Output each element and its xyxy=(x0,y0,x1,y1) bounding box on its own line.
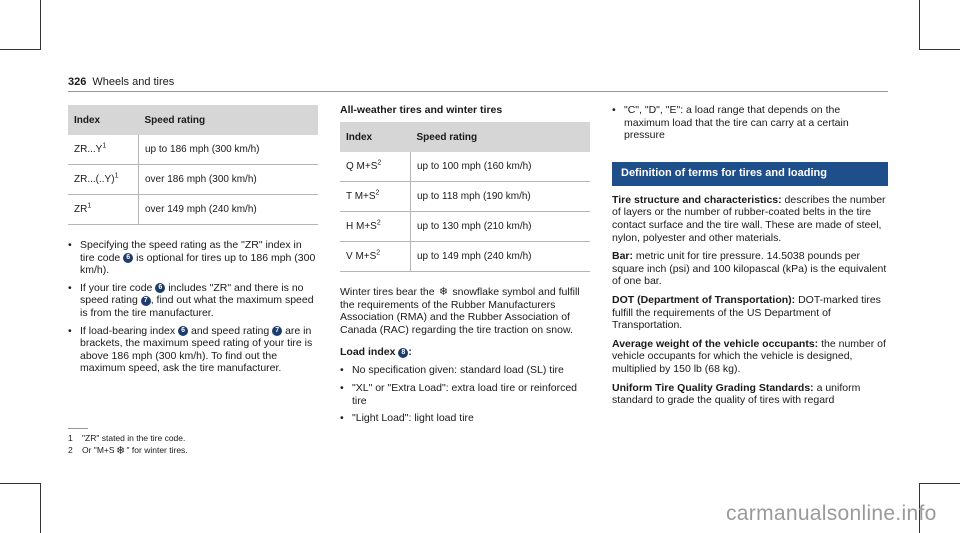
middle-column xyxy=(340,104,590,430)
definitions-section-title: Definition of terms for tires and loading xyxy=(612,162,888,186)
heading-text: Load index xyxy=(340,346,396,359)
col-header-index: Index xyxy=(340,122,411,152)
bullet-text: , find out what the maximum speed is from the tire manufacturer. xyxy=(80,294,314,319)
definitions-list xyxy=(612,194,888,407)
term: Tire structure and characteristics: xyxy=(612,193,782,206)
footnotes xyxy=(68,428,328,457)
index-cell: ZR...(..Y) xyxy=(74,174,115,185)
crop-mark xyxy=(919,0,920,50)
table-header-row xyxy=(340,122,590,152)
definition: metric unit for tire pressure. 14.5038 pounds per square inch (psi) and 100 kilopascal (kPa) is the equivalent of one bar. xyxy=(612,250,887,288)
crop-mark xyxy=(40,483,41,533)
table-row xyxy=(340,182,590,212)
page-header xyxy=(68,76,174,88)
definition: the number of vehicle occupants for which the vehicle is designed, multiplied by 150 lb (68 kg). xyxy=(612,337,886,375)
definition: describes the number of layers or the number of rubber-coated belts in the tire contact surface and the tire wall. These are made of steel, nylon, polyester and other materials. xyxy=(612,193,886,244)
bullet-text: are in brackets, the maximum speed rating of your tire is above 186 mph (300 km/h). To find out the maximum speed, ask the tire manufacturer. xyxy=(80,324,313,375)
header-rule xyxy=(68,91,888,92)
footnote xyxy=(68,444,328,457)
watermark: carmanualsonline.info xyxy=(726,502,937,525)
term: Average weight of the vehicle occupants: xyxy=(612,337,819,350)
list-item xyxy=(68,239,318,277)
footnote-ref: 2 xyxy=(377,159,382,167)
rating-cell: up to 130 mph (210 km/h) xyxy=(411,212,591,242)
callout-number: 6 xyxy=(123,253,133,263)
paragraph-text: Winter tires bear the xyxy=(340,286,435,299)
index-cell: ZR xyxy=(74,204,88,215)
definition-entry xyxy=(612,382,888,407)
bullet-text: Specifying the speed rating as the "ZR" index in tire code xyxy=(80,239,302,264)
speed-notes-list xyxy=(68,239,318,375)
term: Uniform Tire Quality Grading Standards: xyxy=(612,381,814,394)
crop-mark xyxy=(920,49,960,50)
footnote-text: Or "M+S xyxy=(82,445,115,455)
table-row xyxy=(68,165,318,195)
bullet-text: If your tire code xyxy=(80,281,153,294)
definition: a uniform standard to grade the quality of tires with regard xyxy=(612,381,861,407)
table-header-row xyxy=(68,105,318,135)
callout-number: 8 xyxy=(398,348,408,358)
definition-entry xyxy=(612,194,888,244)
page-title: Wheels and tires xyxy=(92,76,175,88)
list-item xyxy=(68,282,318,320)
page-number: 326 xyxy=(68,76,87,88)
definition-entry xyxy=(612,338,888,376)
rating-cell: up to 186 mph (300 km/h) xyxy=(139,135,319,165)
bullet-text: and speed rating xyxy=(191,324,270,337)
footnote-ref: 1 xyxy=(102,142,107,150)
footnote-number: 2 xyxy=(68,445,73,455)
speed-rating-table xyxy=(68,105,318,225)
footnote xyxy=(68,432,328,444)
definition: DOT-marked tires fulfill the requirements of the US Department of Transportation. xyxy=(612,293,881,332)
crop-mark xyxy=(0,49,40,50)
section-heading: All-weather tires and winter tires xyxy=(340,104,503,116)
list-item: • "C", "D", "E": a load range that depends on the maximum load that the tire can carry at a certain pressure xyxy=(612,104,888,142)
footnote-ref: 2 xyxy=(376,249,381,257)
load-range-list xyxy=(612,104,888,142)
right-column xyxy=(612,104,888,413)
footnote-text: "ZR" stated in the tire code. xyxy=(82,433,186,443)
table-row xyxy=(68,195,318,225)
winter-speed-table xyxy=(340,122,590,272)
index-cell: V M+S xyxy=(346,251,377,262)
col-header-speed: Speed rating xyxy=(139,105,319,135)
snowflake-mountain-icon: ❄ xyxy=(115,444,126,457)
footnote-ref: 2 xyxy=(375,189,380,197)
crop-mark xyxy=(40,0,41,50)
footnote-ref: 1 xyxy=(87,202,92,210)
table-row xyxy=(68,135,318,165)
bullet-text: If load-bearing index xyxy=(80,324,176,337)
index-cell: ZR...Y xyxy=(74,144,103,155)
table-row xyxy=(340,152,590,182)
table-row xyxy=(340,212,590,242)
bullet-text: includes "ZR" and there is no speed rating xyxy=(80,281,304,307)
list-item: • "Light Load": light load tire xyxy=(340,412,590,425)
rating-cell: over 186 mph (300 km/h) xyxy=(139,165,319,195)
footnote-ref: 1 xyxy=(114,172,119,180)
table-row xyxy=(340,242,590,272)
list-item: • "XL" or "Extra Load": extra load tire or reinforced tire xyxy=(340,382,590,407)
load-index-list xyxy=(340,364,590,424)
left-column xyxy=(68,105,318,380)
bullet-text: is optional for tires up to 186 mph (300 km/h). xyxy=(80,251,316,277)
term: Bar: xyxy=(612,250,634,263)
crop-mark xyxy=(0,483,40,484)
paragraph-text: snowflake symbol and fulfill the requirements of the Rubber Manufacturers Association (RMA) and the Rubber Association of Canada (RAC) regarding the tire traction on snow. xyxy=(340,286,580,336)
rating-cell: over 149 mph (240 km/h) xyxy=(139,195,319,225)
rating-cell: up to 149 mph (240 km/h) xyxy=(411,242,591,272)
callout-number: 7 xyxy=(141,296,151,306)
index-cell: T M+S xyxy=(346,191,376,202)
callout-number: 6 xyxy=(178,326,188,336)
callout-number: 6 xyxy=(155,283,165,293)
callout-number: 7 xyxy=(272,326,282,336)
col-header-speed: Speed rating xyxy=(411,122,591,152)
list-item xyxy=(68,325,318,375)
load-index-heading: Load index 8 : xyxy=(340,346,412,359)
list-item: • No specification given: standard load (SL) tire xyxy=(340,364,590,377)
footnote-line xyxy=(68,428,88,429)
term: DOT (Department of Transportation): xyxy=(612,293,796,306)
col-header-index: Index xyxy=(68,105,139,135)
winter-tire-paragraph xyxy=(340,286,590,336)
crop-mark xyxy=(920,483,960,484)
footnote-text: " for winter tires. xyxy=(126,445,188,455)
index-cell: H M+S xyxy=(346,221,377,232)
definition-entry xyxy=(612,294,888,332)
definition-entry xyxy=(612,250,888,288)
rating-cell: up to 100 mph (160 km/h) xyxy=(411,152,591,182)
index-cell: Q M+S xyxy=(346,161,378,172)
footnote-ref: 2 xyxy=(376,219,381,227)
footnote-number: 1 xyxy=(68,433,73,443)
snowflake-mountain-icon: ❄ xyxy=(438,286,449,298)
rating-cell: up to 118 mph (190 km/h) xyxy=(411,182,591,212)
